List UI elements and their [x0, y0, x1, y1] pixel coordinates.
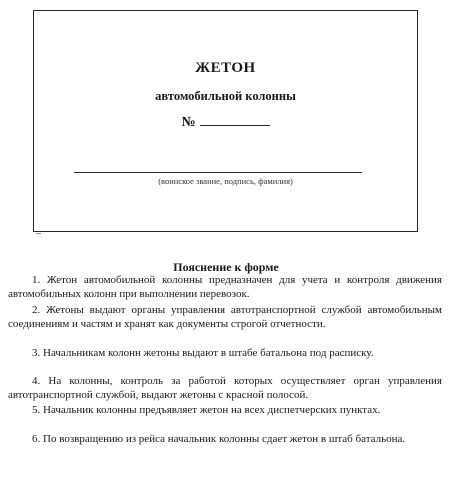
number-blank-line: [200, 114, 270, 126]
explanation-paragraph: 6. По возвращению из рейса начальник колонны сдает жетон в штаб батальона.: [32, 433, 406, 445]
signature-caption: (воинское звание, подпись, фамилия): [158, 176, 293, 186]
explanation-paragraph: 2. Жетоны выдают органы управления автотранспортной службой автомобильным соединениям и частям и хранят как документы строгой отчетности.: [8, 304, 442, 330]
signature-line: [74, 172, 362, 173]
number-field-row: [34, 114, 417, 131]
form-title: ЖЕТОН: [195, 60, 256, 76]
scan-artifact: [36, 233, 41, 234]
number-label: №: [181, 115, 196, 130]
explanation-title: Пояснение к форме: [173, 260, 279, 274]
explanation-paragraph: 5. Начальник колонны предъявляет жетон на всех диспетчерских пунктах.: [32, 404, 381, 416]
form-subtitle: автомобильной колонны: [155, 89, 296, 103]
explanation-paragraph: 3. Начальникам колонн жетоны выдают в штабе батальона под расписку.: [32, 347, 374, 359]
explanation-paragraph: 1. Жетон автомобильной колонны предназначен для учета и контроля движения автомобильных колонн при выполнении перевозок.: [8, 274, 442, 300]
explanation-paragraph: 4. На колонны, контроль за работой которых осуществляет орган управления автотранспортной службой, выдают жетоны с красной полосой.: [8, 375, 442, 401]
token-form: [33, 10, 418, 232]
